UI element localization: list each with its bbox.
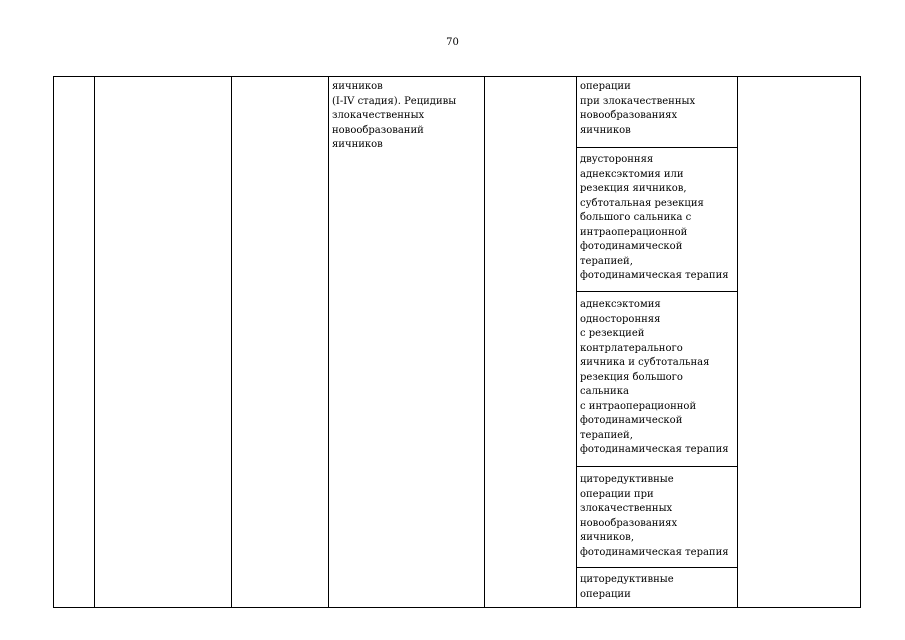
column-divider	[231, 76, 232, 608]
column-divider	[484, 76, 485, 608]
medical-care-table	[53, 76, 861, 608]
row-divider	[576, 567, 737, 568]
row-divider	[576, 147, 737, 148]
row-divider	[576, 466, 737, 467]
treatment-method-cell: аднексэктомия односторонняя с резекцией контрлатерального яичника и субтотальная резекция большого сальника с интраоперационной фотодинамической терапией, фотодинамическая терапия	[580, 299, 729, 455]
column-divider	[576, 76, 577, 608]
treatment-method-cell: циторедуктивные операции	[580, 574, 674, 600]
treatment-method-cell: двусторонняя аднексэктомия или резекция яичников, субтотальная резекция большого сальника с интраоперационной фотодинамической терапией, фотодинамическая терапия	[580, 154, 729, 281]
page-number: 70	[446, 37, 459, 48]
treatment-method-cell: операции при злокачественных новообразованиях яичников	[580, 81, 696, 136]
diagnosis-cell: яичников (I-IV стадия). Рецидивы злокачественных новообразований яичников	[332, 81, 457, 150]
treatment-method-cell: циторедуктивные операции при злокачественных новообразованиях яичников, фотодинамическая терапия	[580, 474, 729, 558]
column-divider	[328, 76, 329, 608]
column-divider	[737, 76, 738, 608]
row-divider	[576, 291, 737, 292]
column-divider	[94, 76, 95, 608]
